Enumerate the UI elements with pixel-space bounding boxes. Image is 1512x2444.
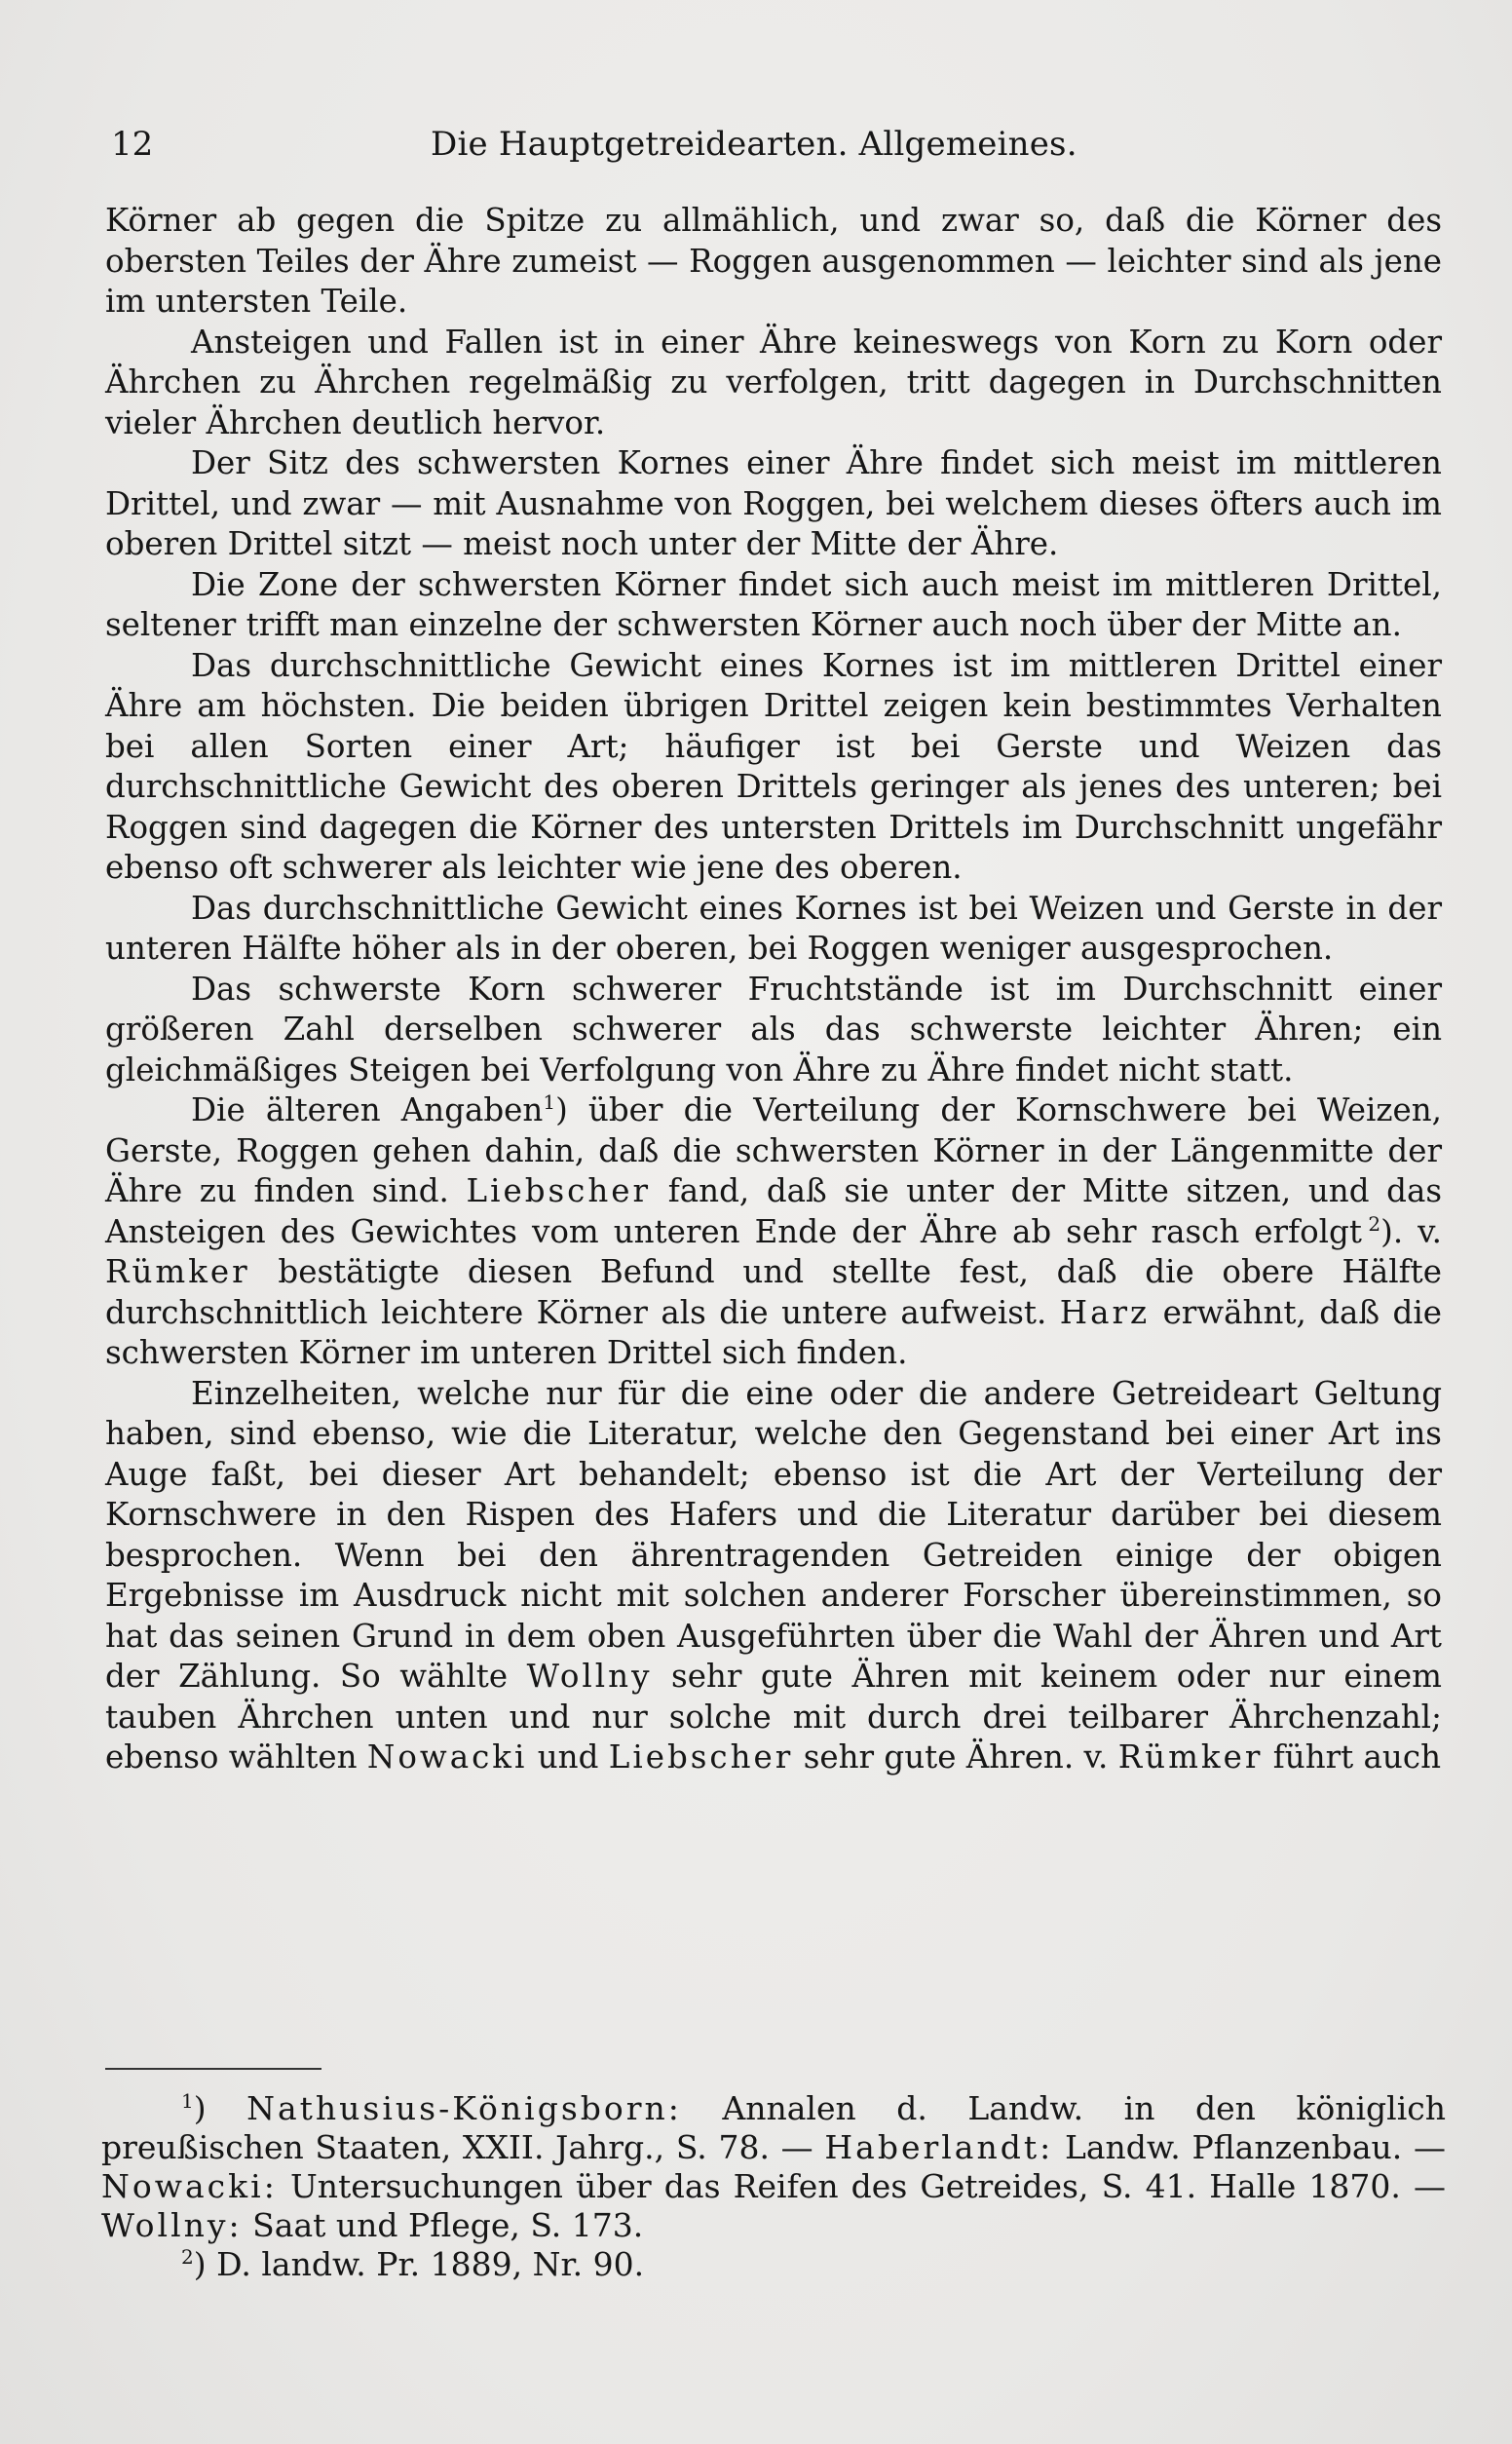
footnote-ref: 1	[543, 1090, 556, 1114]
text-run: Untersuchungen über das Reifen des Getreides, S. 41. Halle 1870. —	[289, 2167, 1446, 2205]
text-run: Landw. Pflanzenbau. —	[1064, 2128, 1446, 2166]
text-run: )	[193, 2089, 207, 2127]
text-run: ) D. landw. Pr. 1889, Nr. 90.	[193, 2245, 645, 2283]
paragraph: Ansteigen und Fallen ist in einer Ähre keineswegs von Korn zu Korn oder Ährchen zu Ährchen regelmäßig zu verfolgen, tritt dagegen in Durchschnitten vieler Ährchen deutlich hervor.	[105, 323, 1442, 441]
paragraph-details	[105, 1374, 1442, 1778]
text-run: Annalen d. Landw. in den königlich preußischen Staaten, XXII. Jahrg., S. 78. —	[101, 2089, 1446, 2166]
text-run: Die älteren Angaben	[191, 1091, 544, 1128]
paragraph-older-sources	[105, 1090, 1442, 1374]
author-name: Liebscher	[608, 1738, 794, 1776]
author-name: Wollny	[526, 1658, 653, 1695]
text-run: Einzelheiten, welche nur für die eine oder die andere Getreideart Geltung haben, sind ebenso, wie die Literatur, welche den Gegenstand bei einer Art ins Auge faßt, bei dieser Art behandelt; ebenso ist die Art der Verteilung der Kornschwere in den Rispen des Hafers und die Literatur darüber bei diesem besprochen. Wenn bei den ährentragenden Getreiden einige der obigen Ergebnisse im Ausdruck nicht mit solchen anderer Forscher übereinstimmen, so hat das seinen Grund in dem oben Ausgeführten über die Wahl der Ähren und Art der Zählung. So wählte	[105, 1374, 1442, 1695]
body-text	[105, 201, 1442, 1778]
text-run: und	[537, 1738, 599, 1776]
text-run: führt auch	[1272, 1738, 1441, 1776]
footnote-1	[101, 2089, 1446, 2245]
author-name: Rümker	[1117, 1738, 1264, 1776]
author-name: Nowacki:	[101, 2167, 278, 2205]
running-title: Die Hauptgetreidearten. Allgemeines.	[431, 125, 1077, 164]
text-run: bestätigte diesen Befund und stellte fest, daß die obere Hälfte durchschnittlich leichtere Körner als die untere aufweist.	[105, 1253, 1442, 1331]
text-run: sehr gute Ähren mit keinem oder nur einem tauben Ährchen unten und nur solche mit durch drei teilbarer Ährchenzahl; ebenso wählten	[105, 1658, 1442, 1776]
text-run: ) über die Verteilung der Kornschwere bei Weizen, Gerste, Roggen gehen dahin, daß die schwersten Körner in der Längenmitte der Ähre zu finden sind.	[105, 1091, 1442, 1209]
text-run: erwähnt, daß die schwersten Körner im unteren Drittel sich finden.	[105, 1293, 1442, 1371]
text-run: Saat und Pflege, S. 173.	[252, 2206, 644, 2244]
author-name: Nowacki	[366, 1738, 528, 1776]
paragraph: Das durchschnittliche Gewicht eines Kornes ist im mittleren Drittel einer Ähre am höchsten. Die beiden übrigen Drittel zeigen kein bestimmtes Verhalten bei allen Sorten einer Art; häufiger ist bei Gerste und Weizen das durchschnittliche Gewicht des oberen Drittels geringer als jenes des unteren; bei Roggen sind dagegen die Körner des untersten Drittels im Durchschnitt ungefähr ebenso oft schwerer als leichter wie jene des oberen.	[105, 646, 1442, 886]
footnote-marker: 1	[181, 2089, 194, 2113]
paragraph: Der Sitz des schwersten Kornes einer Ähre findet sich meist im mittleren Drittel, und zwar — mit Ausnahme von Roggen, bei welchem dieses öfters auch im oberen Drittel sitzt — meist noch unter der Mitte der Ähre.	[105, 444, 1442, 562]
author-name: Wollny:	[101, 2206, 243, 2244]
footnote-marker: 2	[181, 2245, 194, 2269]
footnote-2	[101, 2245, 1446, 2284]
author-name: Haberlandt:	[824, 2128, 1054, 2166]
text-run: sehr gute Ähren. v.	[803, 1738, 1109, 1776]
author-name: Harz	[1059, 1293, 1151, 1331]
footnotes	[101, 2089, 1446, 2284]
footnote-ref: 2	[1368, 1211, 1381, 1236]
paragraph: Das durchschnittliche Gewicht eines Kornes ist bei Weizen und Gerste in der unteren Hälfte höher als in der oberen, bei Roggen weniger ausgesprochen.	[105, 889, 1442, 967]
footnote-divider	[105, 2068, 321, 2070]
paragraph: Die Zone der schwersten Körner findet sich auch meist im mittleren Drittel, seltener trifft man einzelne der schwersten Körner auch noch über der Mitte an.	[105, 565, 1442, 643]
text-run: ). v.	[1380, 1212, 1442, 1250]
text-run: fand, daß sie unter der Mitte sitzen, und das Ansteigen des Gewichtes vom unteren Ende der Ähre ab sehr rasch erfolgt	[105, 1172, 1443, 1250]
page-number: 12	[111, 125, 154, 164]
author-name: Nathusius-Königsborn:	[246, 2089, 682, 2127]
author-name: Liebscher	[466, 1172, 652, 1209]
author-name: Rümker	[105, 1253, 250, 1290]
paragraph-continuation: Körner ab gegen die Spitze zu allmählich, und zwar so, daß die Körner des obersten Teiles der Ähre zumeist — Roggen ausgenommen — leichter sind als jene im untersten Teile.	[105, 202, 1442, 320]
paragraph: Das schwerste Korn schwerer Fruchtstände ist im Durchschnitt einer größeren Zahl derselben schwerer als das schwerste leichter Ähren; ein gleichmäßiges Steigen bei Verfolgung von Ähre zu Ähre findet nicht statt.	[105, 970, 1442, 1088]
page-header	[111, 115, 1436, 173]
